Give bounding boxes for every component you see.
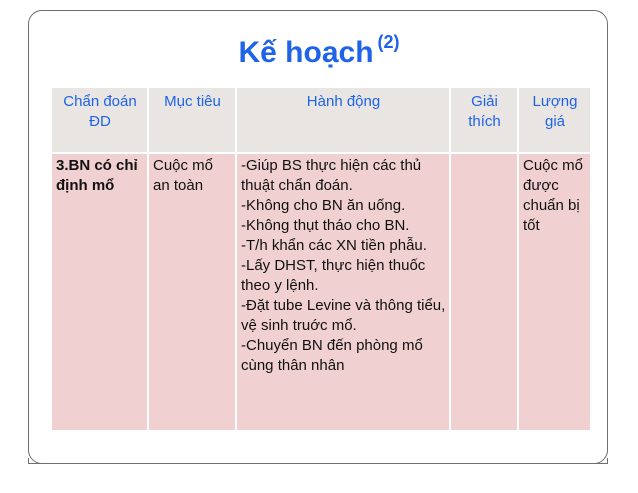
- header-hanh-dong: Hành động: [236, 87, 450, 153]
- table-header-row: [51, 87, 591, 153]
- header-giai-thich: Giải thích: [450, 87, 518, 153]
- header-muc-tieu: Mục tiêu: [148, 87, 236, 153]
- title-text: Kế hoạch: [238, 36, 374, 69]
- action-item: -Lấy DHST, thực hiện thuốc theo y lệnh.: [241, 257, 426, 294]
- cell-hanh-dong: [236, 153, 450, 431]
- action-item: -Chuyển BN đến phòng mổ cùng thân nhân: [241, 337, 423, 374]
- action-item: -Giúp BS thực hiện các thủ thuật chẩn đoán.: [241, 157, 422, 194]
- title-superscript: (2): [377, 32, 400, 52]
- action-item: -T/h khẩn các XN tiền phẫu.: [241, 237, 427, 254]
- action-item: -Không cho BN ăn uống.: [241, 197, 406, 214]
- slide-title: [0, 32, 638, 70]
- cell-luong-gia: Cuộc mổ được chuẩn bị tốt: [518, 153, 591, 431]
- header-luong-gia: Lượng giá: [518, 87, 591, 153]
- cell-giai-thich: [450, 153, 518, 431]
- table-row: [51, 153, 591, 431]
- slide-bottom-border: [28, 458, 608, 464]
- action-item: -Không thụt tháo cho BN.: [241, 217, 410, 234]
- cell-chan-doan: 3.BN có chỉ định mổ: [51, 153, 148, 431]
- care-plan-table: [50, 86, 592, 432]
- header-chan-doan: Chẩn đoán ĐD: [51, 87, 148, 153]
- action-item: -Đặt tube Levine và thông tiểu, vệ sinh truớc mổ.: [241, 297, 446, 334]
- cell-muc-tieu: Cuộc mổ an toàn: [148, 153, 236, 431]
